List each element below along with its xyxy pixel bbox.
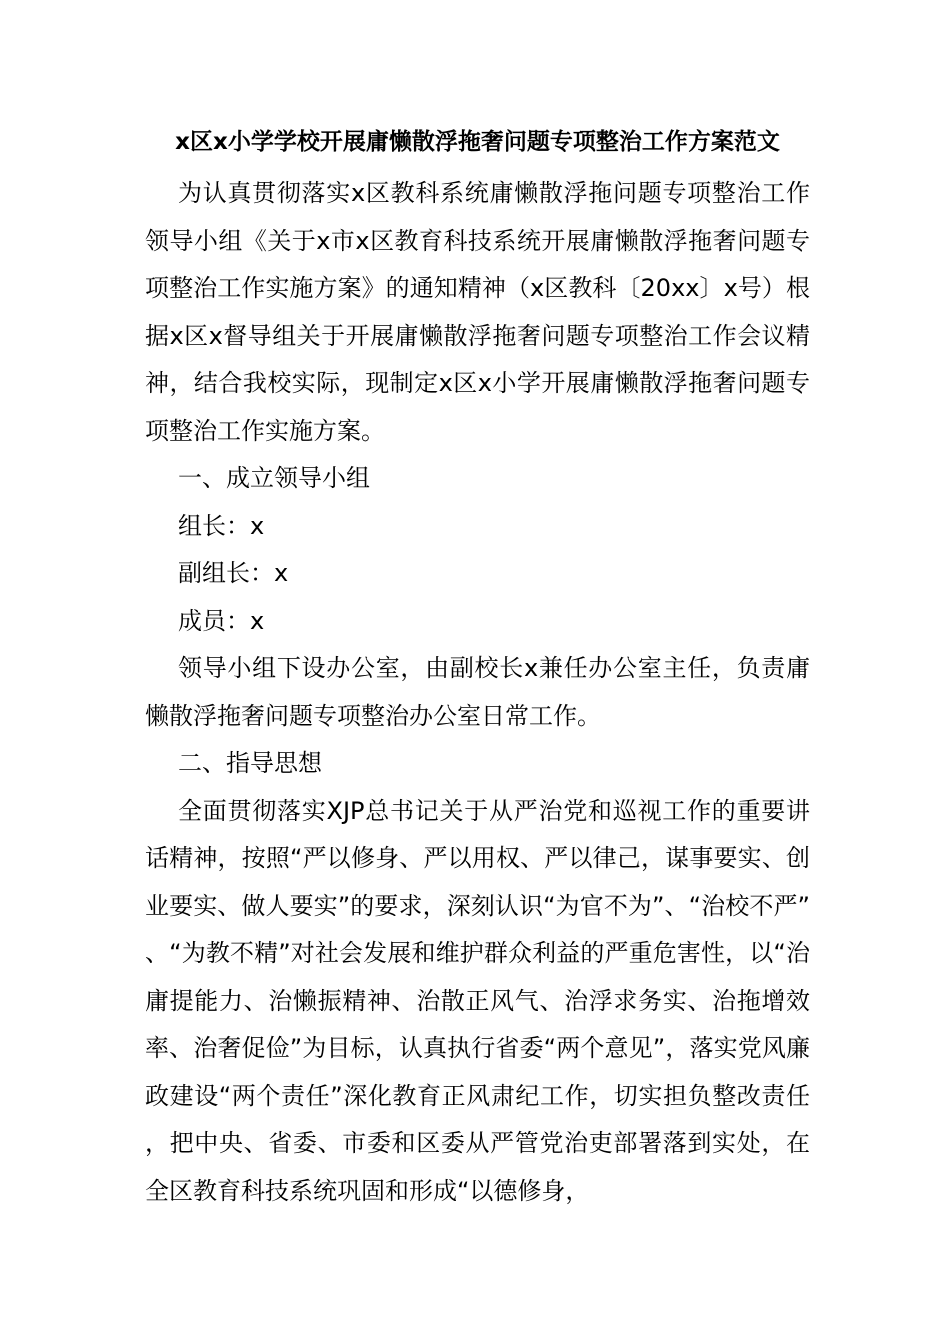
document-body [145, 122, 810, 1215]
group-leader-line: 组长：x [178, 511, 265, 540]
document-title: x区x小学学校开展庸懒散浮拖奢问题专项整治工作方案范文 [175, 129, 780, 155]
guiding-ideology-paragraph: 全面贯彻落实XJP总书记关于从严治党和巡视工作的重要讲话精神，按照“严以修身、严以用权、严以律己，谋事要实、创业要实、做人要实”的要求，深刻认识“为官不为”、“治校不严”、“为教不精”对社会发展和维护群众利益的严重危害性，以“治庸提能力、治懒振精神、治散正风气、治浮求务实、治拖增效率、治奢促俭”为目标，认真执行省委“两个意见”，落实党风廉政建设“两个责任”深化教育正风肃纪工作，切实担负整改责任，把中央、省委、市委和区委从严管党治吏部署落到实处，在全区教育科技系统巩固和形成“以德修身， [145, 796, 810, 1205]
deputy-leader-line: 副组长：x [178, 559, 289, 587]
section-heading-leadership-group: 一、成立领导小组 [178, 464, 370, 492]
office-paragraph: 领导小组下设办公室，由副校长x兼任办公室主任，负责庸懒散浮拖奢问题专项整治办公室日常工作。 [145, 654, 810, 730]
section-heading-guiding-ideology: 二、指导思想 [178, 749, 322, 777]
intro-paragraph: 为认真贯彻落实x区教科系统庸懒散浮拖问题专项整治工作领导小组《关于x市x区教育科技系统开展庸懒散浮拖奢问题专项整治工作实施方案》的通知精神（x区教科〔20xx〕x号）根据x区x督导组关于开展庸懒散浮拖奢问题专项整治工作会议精神，结合我校实际，现制定x区x小学开展庸懒散浮拖奢问题专项整治工作实施方案。 [145, 179, 810, 445]
members-line: 成员：x [178, 606, 265, 635]
